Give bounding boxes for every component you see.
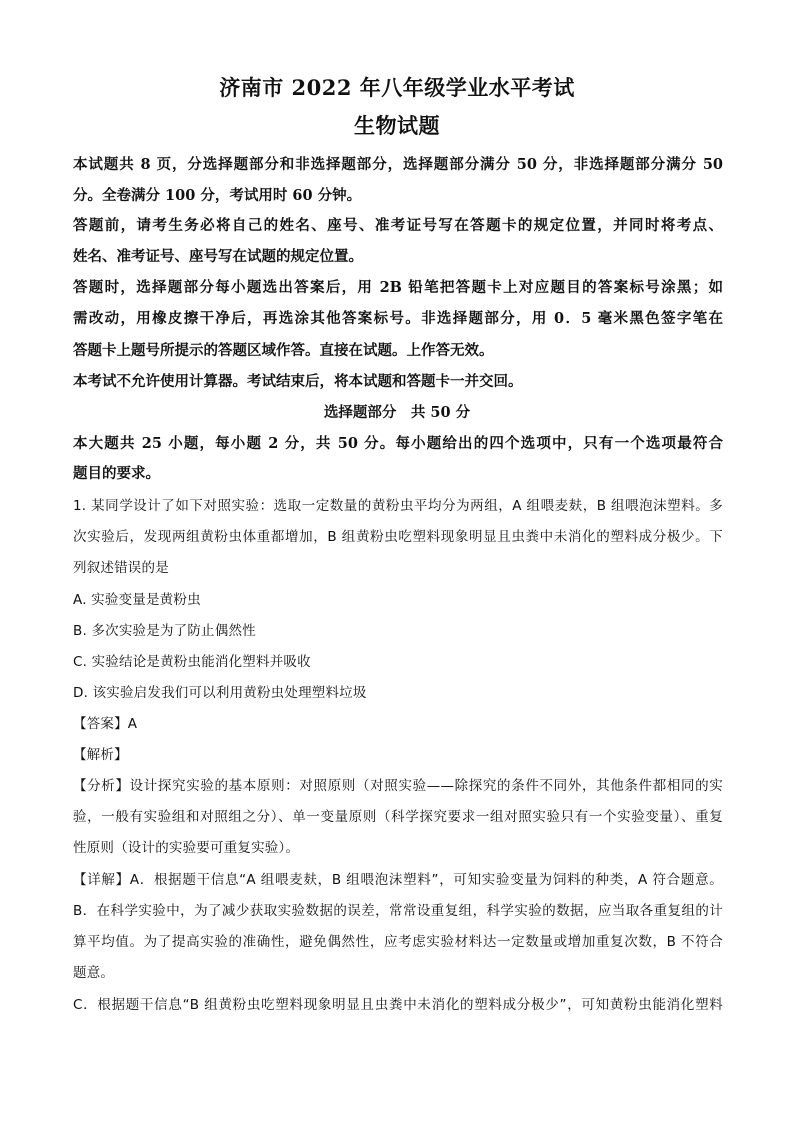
- detail-text: 算平均值。为了提高实验的准确性，避免偶然性，应考虑实验材料达一定数量或增加重复次数，B 不符合: [73, 934, 723, 950]
- question-stem: 次实验后，发现两组黄粉虫体重都增加，B 组黄粉虫吃塑料现象明显且虫粪中未消化的塑料成分极少。下: [73, 529, 723, 545]
- instruction-line: 答题卡上题号所提示的答题区域作答。直接在试题。上作答无效。: [73, 342, 494, 359]
- exam-subject: 生物试题: [354, 113, 440, 138]
- option-a: A. 实验变量是黄粉虫: [73, 592, 201, 608]
- option-b: B. 多次实验是为了防止偶然性: [73, 623, 256, 639]
- instruction-line: 本试题共 8 页，分选择题部分和非选择题部分，选择题部分满分 50 分，非选择题部分满分 50: [73, 156, 723, 173]
- detail-text: 题意。: [73, 965, 115, 981]
- section-description: 本大题共 25 小题，每小题 2 分，共 50 分。每小题给出的四个选项中，只有一个选项最符合: [73, 435, 723, 452]
- answer: 【答案】A: [73, 716, 138, 732]
- instruction-line: 答题前，请考生务必将自己的姓名、座号、准考证号写在答题卡的规定位置，并同时将考点、: [73, 217, 723, 234]
- instruction-line: 分。全卷满分 100 分，考试用时 60 分钟。: [73, 187, 362, 204]
- instruction-line: 答题时，选择题部分每小题选出答案后，用 2B 铅笔把答题卡上对应题目的答案标号涂黑；如: [73, 279, 723, 296]
- detail-text: B．在科学实验中，为了减少获取实验数据的误差，常常设重复组，科学实验的数据，应当取各重复组的计: [73, 903, 723, 919]
- analysis-text: 验，一般有实验组和对照组之分）、单一变量原则（科学探究要求一组对照实验只有一个实验变量）、重复: [73, 809, 723, 825]
- option-c: C. 实验结论是黄粉虫能消化塑料并吸收: [73, 654, 311, 670]
- instruction-line: 需改动，用橡皮擦干净后，再选涂其他答案标号。非选择题部分，用 0．5 毫米黑色签字笔在: [73, 310, 723, 327]
- exam-title: 济南市 2022 年八年级学业水平考试: [219, 75, 575, 100]
- question-stem: 1. 某同学设计了如下对照实验：选取一定数量的黄粉虫平均分为两组，A 组喂麦麸，B 组喂泡沫塑料。多: [73, 498, 723, 514]
- section-description: 题目的要求。: [73, 465, 160, 482]
- analysis-label: 【解析】: [73, 747, 128, 763]
- detail-text: 【详解】A．根据题干信息“A 组喂麦麸，B 组喂泡沫塑料”，可知实验变量为饲料的种类，A 符合题意。: [73, 872, 723, 888]
- instruction-line: 姓名、准考证号、座号写在试题的规定位置。: [73, 248, 363, 265]
- instruction-line: 本考试不允许使用计算器。考试结束后，将本试题和答题卡一并交回。: [73, 373, 523, 390]
- section-heading: 选择题部分 共 50 分: [323, 404, 471, 421]
- detail-text: C．根据题干信息“B 组黄粉虫吃塑料现象明显且虫粪中未消化的塑料成分极少”，可知黄粉虫能消化塑料: [73, 997, 723, 1013]
- analysis-text: 性原则（设计的实验要可重复实验）。: [73, 840, 300, 856]
- option-d: D. 该实验启发我们可以利用黄粉虫处理塑料垃圾: [73, 685, 367, 701]
- analysis-text: 【分析】设计探究实验的基本原则：对照原则（对照实验——除探究的条件不同外，其他条件都相同的实: [73, 778, 723, 794]
- question-stem: 列叙述错误的是: [73, 560, 169, 576]
